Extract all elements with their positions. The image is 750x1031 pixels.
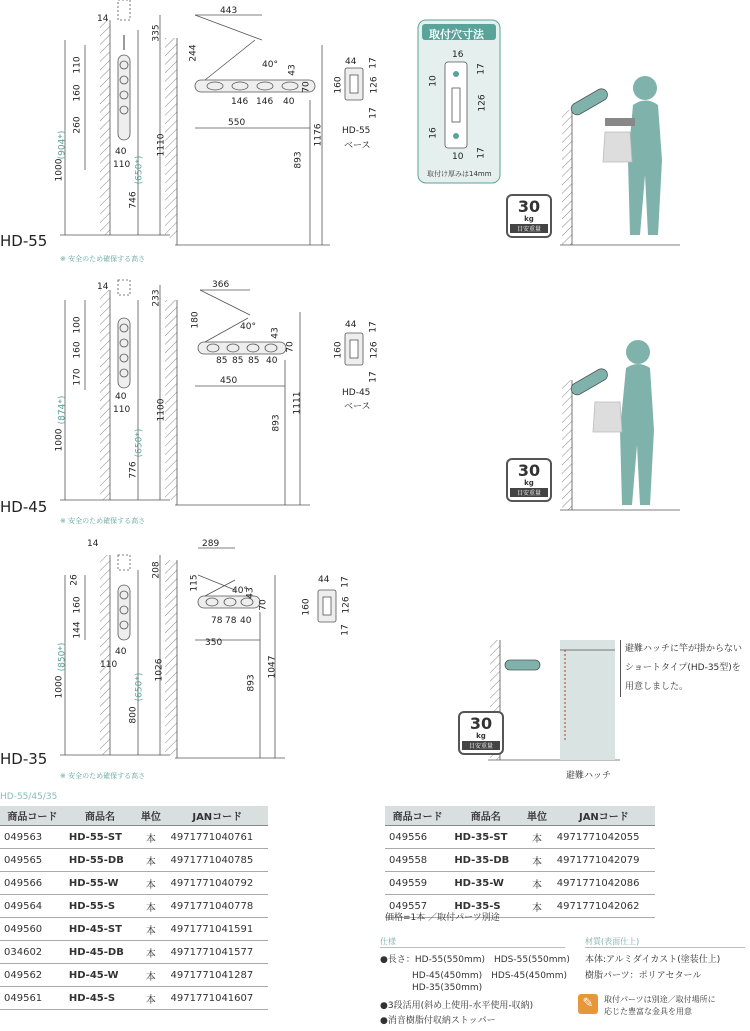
hd55-dim-110b: 110 — [113, 160, 131, 170]
hd55-dim-146b: 146 — [256, 97, 274, 107]
table-row — [385, 872, 655, 895]
hd55-dim-904: (904*) — [57, 130, 68, 160]
hd45-dim-893: 893 — [271, 414, 282, 432]
hatch-callout-line2: ショートタイプ(HD-35型)を — [625, 663, 741, 673]
hd35-dim-70: 70 — [258, 599, 269, 611]
cell-code: 049564 — [0, 895, 65, 918]
hd45-dim-450: 450 — [220, 376, 238, 386]
hd55-dim-1000: 1000 — [54, 158, 65, 182]
cell-jan: 4971771040792 — [167, 872, 268, 895]
safety-note-hd45: ※ 安全のため確保する高さ — [60, 517, 146, 525]
cell-jan: 4971771042079 — [553, 849, 655, 872]
hd35-base — [318, 590, 336, 622]
cell-unit: 本 — [521, 826, 553, 849]
cell-unit: 本 — [521, 849, 553, 872]
cell-name: HD-45-W — [65, 964, 135, 987]
hd45-base-160: 160 — [333, 341, 344, 359]
cell-name: HD-45-S — [65, 987, 135, 1010]
hd35-dim-208: 208 — [151, 561, 162, 579]
spec-line-3: HD-35(350mm) — [412, 983, 483, 993]
mh-10b: 10 — [452, 152, 464, 162]
hd45-base-label: HD-45 — [342, 388, 371, 398]
hd35-base-126: 126 — [341, 596, 352, 614]
safety-note-hd35: ※ 安全のため確保する高さ — [60, 772, 146, 780]
hd45-dim-14: 14 — [97, 282, 109, 292]
cell-unit: 本 — [521, 895, 553, 918]
hd55-dim-650: (650*) — [134, 155, 145, 185]
load-label: 目安重量 — [510, 488, 548, 497]
hd55-dim-40: 40 — [283, 97, 295, 107]
hd35-dim-650: (650*) — [134, 672, 145, 702]
model-hd55: HD-55 — [0, 232, 48, 250]
hatch-callout — [620, 640, 742, 697]
hd35-dim-26: 26 — [69, 574, 80, 586]
cell-code: 049559 — [385, 872, 450, 895]
hd55-dim-43: 43 — [287, 64, 298, 76]
cell-name: HD-55-S — [65, 895, 135, 918]
hd45-base-label2: ベース — [344, 402, 371, 412]
hd45-dim-180: 180 — [190, 311, 201, 329]
hd55-angle: 40° — [262, 60, 278, 70]
hd45-dim-874: (874*) — [57, 395, 68, 425]
hd35-dim-14: 14 — [87, 539, 99, 549]
spec-line-4: ●3段活用(斜め上使用-水平使用-収納) — [380, 1001, 534, 1011]
hd55-dim-1176: 1176 — [313, 123, 324, 147]
hd55-dim-746: 746 — [128, 191, 139, 209]
hd55-base-160: 160 — [333, 76, 344, 94]
table-row — [0, 826, 268, 849]
hd45-base-17b: 17 — [368, 371, 379, 383]
table-row — [385, 849, 655, 872]
cell-name: HD-35-W — [450, 872, 521, 895]
cell-jan: 4971771040761 — [167, 826, 268, 849]
hd35-dim-893: 893 — [246, 674, 257, 692]
hd55-dim-1110: 1110 — [156, 133, 167, 157]
cell-name: HD-55-ST — [65, 826, 135, 849]
hd35-angle: 40° — [232, 586, 248, 596]
hd35-base-44: 44 — [318, 575, 330, 585]
hd55-base-17a: 17 — [368, 57, 379, 69]
hd55-base-44: 44 — [345, 57, 357, 67]
hd45-dim-110: 110 — [113, 405, 131, 415]
hd45-side-view — [60, 280, 170, 500]
cell-unit: 本 — [135, 964, 166, 987]
cell-unit: 本 — [135, 872, 166, 895]
spec-line-5: ●消音樹脂付収納ストッパー — [380, 1016, 496, 1026]
price-note: 価格=1本 ／取付パーツ別途 — [385, 913, 500, 923]
material-title: 材質(表面仕上) — [585, 936, 745, 948]
cell-jan: 4971771041287 — [167, 964, 268, 987]
hd45-dim-1100: 1100 — [156, 398, 167, 422]
table-row — [0, 872, 268, 895]
hd45-dim-40: 40 — [115, 392, 127, 402]
load-badge-hd55 — [506, 194, 552, 238]
hd35-dim-78b: 78 — [225, 616, 237, 626]
cell-unit: 本 — [135, 941, 166, 964]
wall-hd55 — [560, 87, 680, 245]
cell-jan: 4971771042055 — [553, 826, 655, 849]
material-line-2: 樹脂パーツ：ポリアセタール — [585, 971, 702, 981]
load-badge-hd35 — [458, 711, 504, 755]
cell-unit: 本 — [135, 826, 166, 849]
cell-name: HD-45-ST — [65, 918, 135, 941]
hd35-dim-350: 350 — [205, 638, 223, 648]
hd45-dim-40b: 40 — [266, 356, 278, 366]
hd55-dim-335: 335 — [151, 24, 162, 42]
hatch-caption: 避難ハッチ — [566, 771, 612, 781]
hd45-base-126: 126 — [369, 341, 380, 359]
hd55-base-17b: 17 — [368, 107, 379, 119]
cell-code: 049558 — [385, 849, 450, 872]
mh-16a: 16 — [452, 50, 464, 60]
hd55-dim-14: 14 — [97, 14, 109, 24]
mh-10a: 10 — [428, 75, 439, 87]
table-row — [385, 826, 655, 849]
load-label: 目安重量 — [462, 741, 500, 750]
hd45-dim-650: (650*) — [134, 428, 145, 458]
cell-name: HD-55-DB — [65, 849, 135, 872]
cell-jan: 4971771042062 — [553, 895, 655, 918]
hd35-base-160: 160 — [301, 598, 312, 616]
mh-17b: 17 — [476, 147, 487, 159]
cell-name: HD-55-W — [65, 872, 135, 895]
spec-line-1: ●長さ：HD-55(550mm) HDS-55(550mm) — [380, 955, 570, 965]
table-caption: HD-55/45/35 — [0, 792, 58, 802]
hd45-dim-70: 70 — [285, 341, 296, 353]
hd45-dim-43: 43 — [270, 327, 281, 339]
th-jan: JANコード — [553, 806, 655, 826]
hd35-dim-850: (850*) — [57, 642, 68, 672]
table-row — [0, 849, 268, 872]
model-hd45: HD-45 — [0, 498, 48, 516]
table-row — [0, 964, 268, 987]
hd45-dim-160: 160 — [72, 341, 83, 359]
cell-unit: 本 — [135, 918, 166, 941]
load-label: 目安重量 — [510, 224, 548, 233]
hd55-dim-110: 110 — [72, 56, 83, 74]
hd35-front-view — [165, 548, 285, 758]
hd45-dim-85c: 85 — [248, 356, 260, 366]
cell-code: 049566 — [0, 872, 65, 895]
cell-name: HD-35-S — [450, 895, 521, 918]
hd45-base — [345, 333, 363, 365]
hd45-base-44: 44 — [345, 320, 357, 330]
hd45-dim-1000: 1000 — [54, 428, 65, 452]
hd45-dim-85b: 85 — [232, 356, 244, 366]
table-row — [0, 941, 268, 964]
cell-code: 049561 — [0, 987, 65, 1010]
cell-jan: 4971771041607 — [167, 987, 268, 1010]
hatch-callout-line3: 用意しました。 — [625, 682, 689, 692]
cell-code: 049565 — [0, 849, 65, 872]
warning-line-1: 取付パーツは別途／取付場所に — [604, 995, 716, 1004]
hd35-dim-800: 800 — [128, 706, 139, 724]
hd35-dim-144: 144 — [72, 621, 83, 639]
hd55-dim-244: 244 — [188, 44, 199, 62]
cell-unit: 本 — [135, 849, 166, 872]
th-jan: JANコード — [167, 806, 268, 826]
hd35-dim-115: 115 — [189, 574, 200, 592]
cell-jan: 4971771041591 — [167, 918, 268, 941]
table-row — [0, 895, 268, 918]
th-code: 商品コード — [385, 806, 450, 826]
cell-code: 034602 — [0, 941, 65, 964]
product-table-left — [0, 806, 268, 1010]
mh-16b: 16 — [428, 127, 439, 139]
hd35-dim-110: 110 — [100, 660, 118, 670]
hd45-angle: 40° — [240, 322, 256, 332]
hd55-base-label2: ベース — [344, 141, 371, 151]
cell-unit: 本 — [521, 872, 553, 895]
mh-126: 126 — [477, 94, 488, 112]
spec-title: 仕様 — [380, 936, 565, 948]
th-name: 商品名 — [450, 806, 521, 826]
product-table-right — [385, 806, 655, 918]
table-row — [0, 987, 268, 1010]
load-unit: kg — [476, 732, 486, 740]
hd45-dim-1111: 1111 — [292, 391, 303, 415]
load-value: 30 — [469, 714, 493, 733]
hd35-dim-1026: 1026 — [154, 658, 165, 682]
hd45-dim-776: 776 — [128, 461, 139, 479]
cell-jan: 4971771040778 — [167, 895, 268, 918]
load-value: 30 — [517, 197, 541, 216]
hd35-dim-160: 160 — [72, 596, 83, 614]
cell-unit: 本 — [135, 987, 166, 1010]
hd45-dim-170: 170 — [72, 368, 83, 386]
cell-jan: 4971771041577 — [167, 941, 268, 964]
material-line-1: 本体:アルミダイカスト(塗装仕上) — [585, 955, 721, 965]
wall-hd45 — [560, 367, 680, 510]
cell-code: 049557 — [385, 895, 450, 918]
th-unit: 単位 — [521, 806, 553, 826]
hd55-base-label: HD-55 — [342, 126, 371, 136]
hd45-dim-100: 100 — [72, 316, 83, 334]
hd35-dim-1000: 1000 — [54, 675, 65, 699]
mounting-hole-title: 取付穴寸法 — [429, 28, 484, 41]
cell-jan: 4971771040785 — [167, 849, 268, 872]
hd55-dim-893: 893 — [293, 151, 304, 169]
hd45-dim-233: 233 — [151, 289, 162, 307]
hd55-dim-40: 40 — [115, 147, 127, 157]
cell-name: HD-35-DB — [450, 849, 521, 872]
cell-code: 049560 — [0, 918, 65, 941]
cell-jan: 4971771042086 — [553, 872, 655, 895]
hd35-dim-40b: 40 — [240, 616, 252, 626]
mh-note: 取付け厚みは14mm — [427, 170, 492, 178]
hd55-dim-160: 160 — [72, 84, 83, 102]
hd55-dim-70: 70 — [301, 81, 312, 93]
safety-note-hd55: ※ 安全のため確保する高さ — [60, 255, 146, 263]
table-row — [0, 918, 268, 941]
load-value: 30 — [517, 461, 541, 480]
evacuation-hatch-illustration — [488, 640, 620, 760]
hd45-dim-85a: 85 — [216, 356, 228, 366]
warning-line-2: 応じた豊富な金具を用意 — [604, 1007, 692, 1016]
person-figure-hd45 — [620, 340, 654, 505]
cell-code: 049563 — [0, 826, 65, 849]
load-unit: kg — [524, 479, 534, 487]
hd35-dim-289: 289 — [202, 539, 220, 549]
hd35-base-17a: 17 — [340, 576, 351, 588]
hd55-dim-443: 443 — [220, 6, 238, 16]
hd35-dim-78a: 78 — [211, 616, 223, 626]
hd45-front-view — [165, 290, 310, 505]
th-unit: 単位 — [135, 806, 166, 826]
hd55-base-126: 126 — [369, 76, 380, 94]
cell-name: HD-45-DB — [65, 941, 135, 964]
hd55-dim-260: 260 — [72, 116, 83, 134]
hatch-callout-line1: 避難ハッチに竿が掛からない — [625, 644, 743, 654]
load-badge-hd45 — [506, 458, 552, 502]
th-name: 商品名 — [65, 806, 135, 826]
cell-code: 049556 — [385, 826, 450, 849]
cell-code: 049562 — [0, 964, 65, 987]
hd35-dim-43: 43 — [245, 587, 256, 599]
load-unit: kg — [524, 215, 534, 223]
hd55-dim-146a: 146 — [231, 97, 249, 107]
hd35-dim-40: 40 — [115, 647, 127, 657]
hd45-dim-366: 366 — [212, 280, 230, 290]
spec-line-2: HD-45(450mm) HDS-45(450mm) — [412, 971, 567, 981]
mh-17a: 17 — [476, 63, 487, 75]
hd55-dim-550: 550 — [228, 118, 246, 128]
cell-name: HD-35-ST — [450, 826, 521, 849]
th-code: 商品コード — [0, 806, 65, 826]
wrench-icon: ✎ — [578, 994, 598, 1014]
model-hd35: HD-35 — [0, 750, 48, 768]
hd35-base-17b: 17 — [340, 624, 351, 636]
hd55-base — [345, 68, 363, 100]
cell-unit: 本 — [135, 895, 166, 918]
hd45-base-17a: 17 — [368, 321, 379, 333]
hd35-dim-1047: 1047 — [267, 655, 278, 679]
